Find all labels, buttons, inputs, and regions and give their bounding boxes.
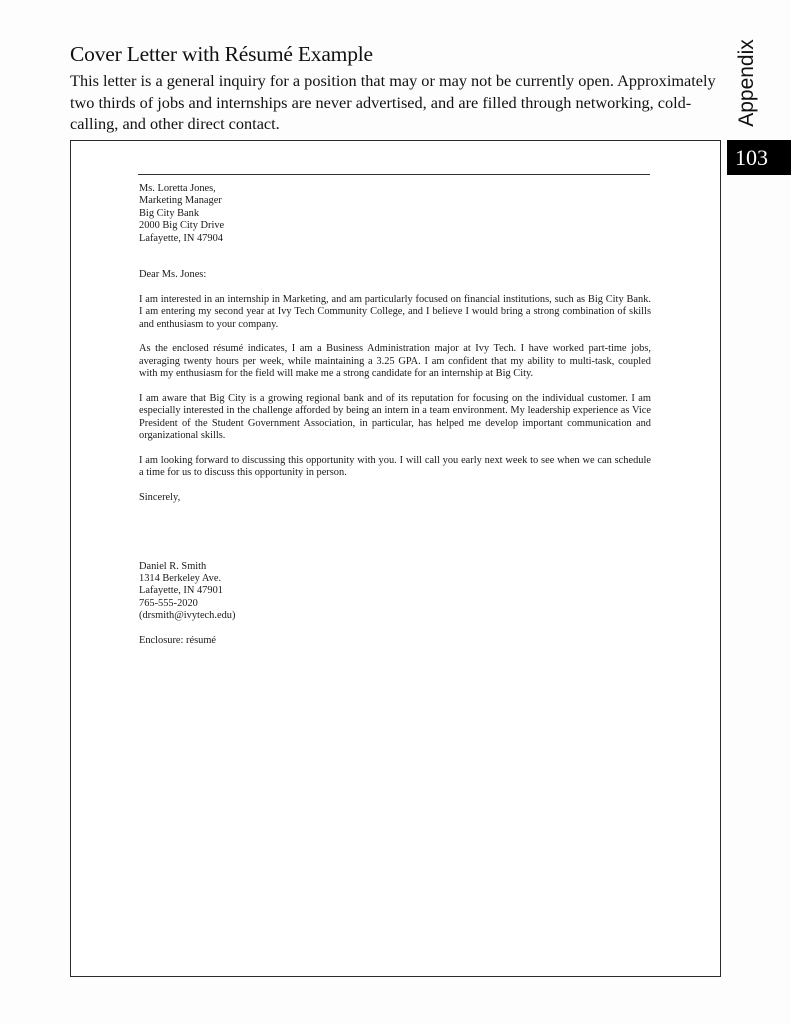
letterhead-rule [138, 174, 650, 175]
page-number-tab: 103 [727, 140, 791, 175]
page-title: Cover Letter with Résumé Example [70, 42, 373, 66]
intro-text: This letter is a general inquiry for a position that may or may not be currently open. Approximately two thirds of jobs and internships are never advertised, and are filled through networking, cold-calling, and other direct contact. [70, 71, 716, 133]
letter-paragraph: As the enclosed résumé indicates, I am a Business Administration major at Ivy Tech. I have worked part-time jobs, averaging twenty hours per week, while maintaining a 3.25 GPA. I am confident that my ability to multi-task, coupled with my enthusiasm for the field will make me a strong candidate for an internship at Big City. [139, 343, 651, 380]
sender-line: 765-555-2020 [139, 597, 198, 609]
letter-paragraph: I am looking forward to discussing this opportunity with you. I will call you early next week to see when we can schedule a time for us to discuss this opportunity in person. [139, 455, 651, 479]
recipient-line: Lafayette, IN 47904 [139, 232, 223, 244]
sender-email: (drsmith@ivytech.edu) [139, 610, 236, 622]
sender-address [139, 561, 651, 623]
recipient-line: 2000 Big City Drive [139, 220, 225, 232]
enclosure-note: Enclosure: résumé [139, 635, 217, 647]
sender-line: Lafayette, IN 47901 [139, 585, 223, 597]
sender-line: 1314 Berkeley Ave. [139, 573, 222, 585]
closing: Sincerely, [139, 492, 181, 504]
section-label-text: Appendix [735, 39, 759, 127]
letter-paragraph: I am aware that Big City is a growing regional bank and of its reputation for focusing on the individual customer. I am especially interested in the challenge afforded by being an intern in a team environment. My leadership experience as Vice President of the Student Government Association, in particular, has helped me develop important communication and organizational skills. [139, 393, 651, 442]
recipient-line: Big City Bank [139, 207, 200, 219]
recipient-address [139, 183, 651, 245]
sender-line: Daniel R. Smith [139, 560, 207, 572]
section-label [727, 30, 767, 136]
cover-letter [139, 183, 651, 648]
salutation: Dear Ms. Jones: [139, 269, 207, 281]
recipient-line: Ms. Loretta Jones, [139, 183, 216, 194]
recipient-line: Marketing Manager [139, 195, 222, 207]
letter-paragraph: I am interested in an internship in Marketing, and am particularly focused on financial institutions, such as Big City Bank. I am entering my second year at Ivy Tech Community College, and I believe I would bring a strong combination of skills and enthusiasm to your company. [139, 293, 651, 330]
